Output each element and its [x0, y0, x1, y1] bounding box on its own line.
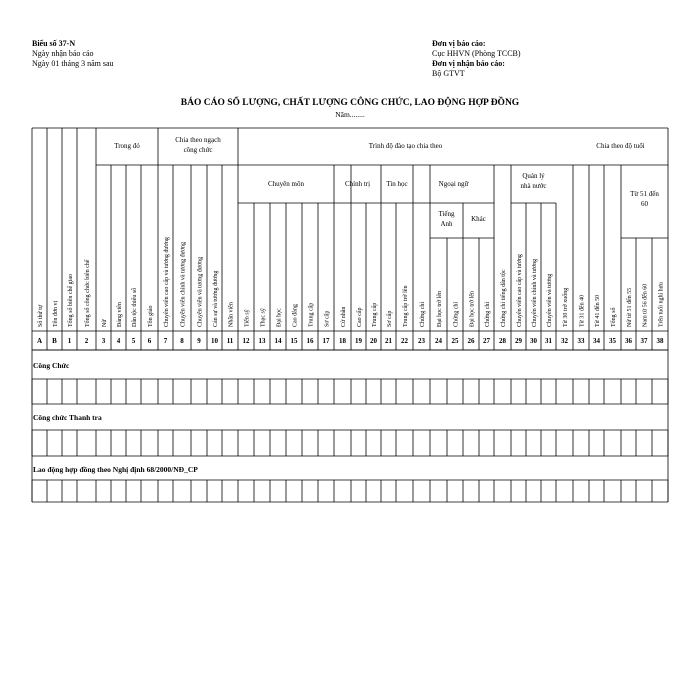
- column-code: 3: [101, 337, 106, 345]
- column-label: Sơ cấp: [324, 310, 331, 327]
- group-header-ngoai-ngu: Ngoại ngữ: [438, 180, 469, 188]
- column-code: 13: [258, 337, 266, 345]
- column-code: 14: [274, 337, 282, 345]
- column-label: Cử nhân: [341, 306, 347, 327]
- column-code: 18: [339, 337, 346, 345]
- column-code: 12: [242, 337, 250, 345]
- column-label: Tổng số: [611, 307, 617, 327]
- column-label: Nhân viên: [228, 302, 235, 327]
- column-label: Đại học trở lên: [437, 291, 443, 327]
- column-label: Đảng viên: [117, 302, 123, 327]
- column-code: 34: [593, 337, 600, 345]
- column-label: Nữ từ 51 đến 55: [627, 287, 633, 327]
- column-code: 35: [609, 337, 616, 345]
- column-code: 8: [180, 337, 184, 345]
- form-number: Biểu số 37-N: [32, 39, 76, 48]
- report-title: BÁO CÁO SỐ LƯỢNG, CHẤT LƯỢNG CÔNG CHỨC, LAO ĐỘNG HỢP ĐỒNG: [180, 98, 520, 108]
- column-label: Từ 30 trở xuống: [563, 287, 569, 327]
- reporting-unit-value: Cục HHVN (Phòng TCCB): [432, 49, 521, 58]
- column-code: 32: [561, 337, 568, 345]
- group-header-chuyen-mon: Chuyên môn: [268, 180, 304, 188]
- column-code: 20: [370, 337, 377, 345]
- column-code: 7: [163, 337, 168, 345]
- receiving-unit-label: Đơn vị nhận báo cáo:: [432, 59, 505, 68]
- column-code: 33: [577, 337, 585, 345]
- column-label: Cao đẳng: [292, 304, 299, 327]
- receiving-unit-value: Bộ GTVT: [432, 69, 465, 78]
- column-code: A: [36, 337, 43, 345]
- column-label: Chứng chỉ tiếng dân tộc: [501, 269, 507, 327]
- report-year: Năm........: [335, 110, 365, 119]
- group-header-trong-do: Trong đó: [114, 142, 140, 150]
- column-label: Tên đơn vị: [53, 300, 59, 327]
- group-header-quan-ly: nhà nước: [520, 182, 547, 190]
- column-code: 27: [483, 337, 490, 345]
- group-header-tin-hoc: Tin học: [386, 180, 408, 188]
- reporting-unit-label: Đơn vị báo cáo:: [432, 39, 486, 48]
- column-code: 16: [306, 337, 314, 345]
- column-code: 38: [656, 337, 664, 345]
- column-label: Chứng chỉ: [485, 301, 491, 327]
- column-code: 2: [84, 337, 89, 345]
- column-label: Từ 31 đến 40: [579, 294, 586, 327]
- column-label: Tiến sỹ: [244, 309, 251, 327]
- column-label: Chứng chỉ: [453, 301, 460, 327]
- column-code: 37: [640, 337, 648, 345]
- column-code: 29: [515, 337, 522, 345]
- group-header-khac: Khác: [471, 215, 486, 223]
- column-label: Chuyên viên chính và tương đương: [180, 241, 187, 327]
- column-label: Cao cấp: [357, 307, 363, 327]
- column-label: Đại học trở lên: [469, 291, 476, 327]
- column-label: Sơ cấp: [387, 310, 393, 327]
- column-code: 10: [211, 337, 218, 345]
- column-code: 1: [67, 337, 72, 345]
- column-label: Chuyên viên cao cấp và tương đương: [164, 237, 170, 327]
- column-label: Chuyên viên và tương: [547, 273, 553, 327]
- column-code: 17: [322, 337, 330, 345]
- column-code: B: [52, 337, 57, 345]
- column-label: Chuyên viên cao cấp và tương: [517, 254, 523, 327]
- column-code: 22: [401, 337, 408, 345]
- group-header-chia-theo-tuoi: Chia theo độ tuổi: [596, 142, 645, 150]
- group-header-chinh-tri: Chính trị: [344, 180, 371, 188]
- column-label: Trung cấp: [308, 302, 315, 327]
- group-header-trinh-do: Trình độ đào tạo chia theo: [368, 142, 443, 150]
- column-label: Dân tộc thiểu số: [132, 287, 138, 327]
- column-label: Số thứ tự: [38, 304, 44, 327]
- group-header-quan-ly: Quản lý: [522, 172, 545, 180]
- column-label: Tổng số công chức biên chế: [85, 259, 91, 327]
- column-label: Chuyên viên và tương đương: [197, 256, 204, 327]
- column-label: Tổng số biên chế giao: [68, 274, 74, 327]
- group-header-chia-theo-ngach: công chức: [183, 146, 213, 154]
- column-code: 24: [435, 337, 442, 345]
- column-code: 4: [116, 337, 121, 345]
- column-label: Từ 41 đến 50: [595, 294, 601, 327]
- section-title: Công Chức: [33, 361, 70, 370]
- group-header-tu-51-den-60: Từ 51 đến: [630, 190, 659, 198]
- column-label: Thạc sỹ: [260, 308, 267, 327]
- receive-date-label: Ngày nhận báo cáo: [32, 49, 94, 58]
- column-code: 5: [131, 337, 136, 345]
- column-label: Nữ: [102, 319, 108, 327]
- section-title: Lao động hợp đồng theo Nghị định 68/2000/NĐ_CP: [33, 465, 198, 474]
- column-label: Đại học: [276, 308, 283, 327]
- column-code: 15: [290, 337, 298, 345]
- column-code: 23: [418, 337, 425, 345]
- column-label: Trung cấp: [372, 302, 378, 327]
- column-label: Chứng chỉ: [420, 301, 426, 327]
- column-code: 28: [499, 337, 506, 345]
- receive-date-value: Ngày 01 tháng 3 năm sau: [32, 59, 114, 68]
- column-code: 21: [385, 337, 392, 345]
- group-header-tu-51-den-60: 60: [641, 200, 648, 208]
- section-title: Công chức Thanh tra: [33, 413, 102, 422]
- column-code: 19: [355, 337, 362, 345]
- group-header-tieng-anh: Tiếng: [438, 210, 455, 218]
- column-code: 36: [625, 337, 632, 345]
- column-label: Chuyên viên chính và tương: [532, 258, 538, 327]
- column-code: 11: [226, 337, 234, 345]
- column-code: 25: [451, 337, 459, 345]
- group-header-tieng-anh: Anh: [440, 220, 453, 228]
- column-code: 6: [147, 337, 152, 345]
- column-label: Nam từ 56 đến 60: [642, 283, 649, 327]
- group-header-chia-theo-ngach: Chia theo ngạch: [175, 136, 221, 144]
- column-code: 26: [467, 337, 475, 345]
- column-label: Cán sự và tương đương: [213, 270, 219, 327]
- column-label: Trung cấp trở lên: [403, 285, 409, 327]
- column-label: Tôn giáo: [148, 305, 154, 327]
- column-code: 31: [545, 337, 552, 345]
- column-code: 30: [530, 337, 537, 345]
- column-label: Trên tuổi nghỉ hưu: [658, 282, 665, 327]
- column-code: 9: [197, 337, 201, 345]
